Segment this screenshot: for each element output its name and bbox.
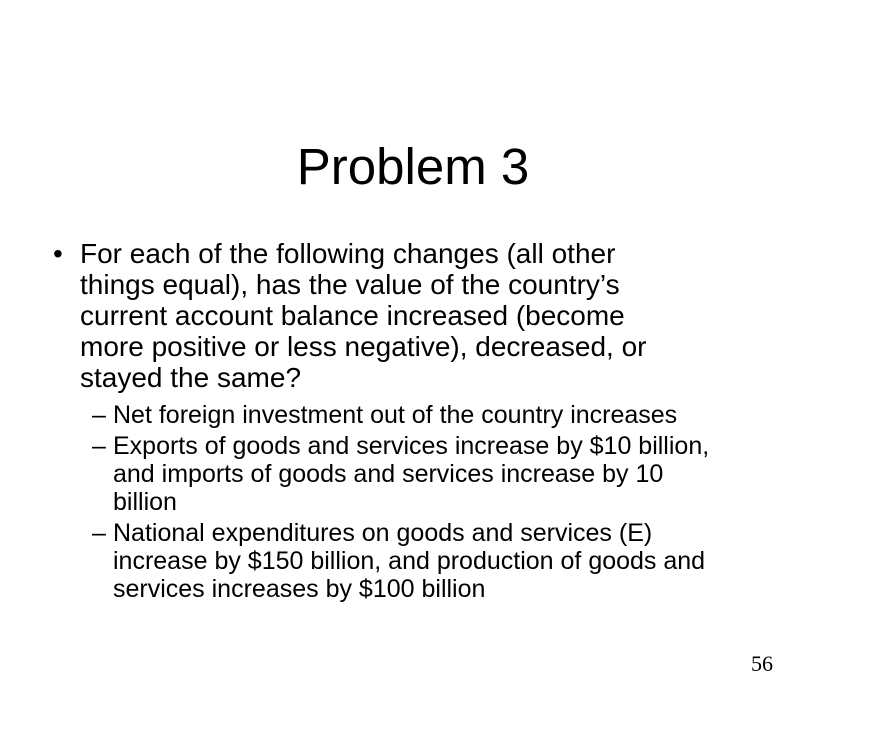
sub-bullet-line: Exports of goods and services increase by $10 billion, [113,432,710,460]
sub-bullet-line: National expenditures on goods and services (E) [113,519,653,547]
main-bullet-line: stayed the same? [80,362,302,393]
sub-bullet-line: increase by $150 billion, and production of goods and [113,547,706,575]
sub-bullet-line: services increases by $100 billion [113,575,486,603]
main-bullet-line: For each of the following changes (all other [80,238,616,269]
sub-bullet-line: billion [113,488,177,516]
sub-bullet-item [92,519,793,603]
main-bullet-line: more positive or less negative), decreased, or [80,331,647,362]
main-bullet-line: things equal), has the value of the country’s [80,269,620,300]
main-bullet-line: current account balance increased (become [80,300,625,331]
dash-bullet-icon: – [92,432,106,460]
sub-bullet-list [92,398,793,603]
bullet-dot-icon: • [53,238,63,269]
slide-title: Problem 3 [296,138,530,195]
dash-bullet-icon: – [92,519,106,547]
sub-bullet-line: Net foreign investment out of the country increases [113,401,678,429]
sub-bullet-line: and imports of goods and services increase by 10 [113,460,664,488]
sub-bullet-item [92,432,793,516]
sub-bullet-item [92,401,793,429]
main-bullet [53,238,800,393]
page-number: 56 [751,651,773,676]
dash-bullet-icon: – [92,401,106,429]
